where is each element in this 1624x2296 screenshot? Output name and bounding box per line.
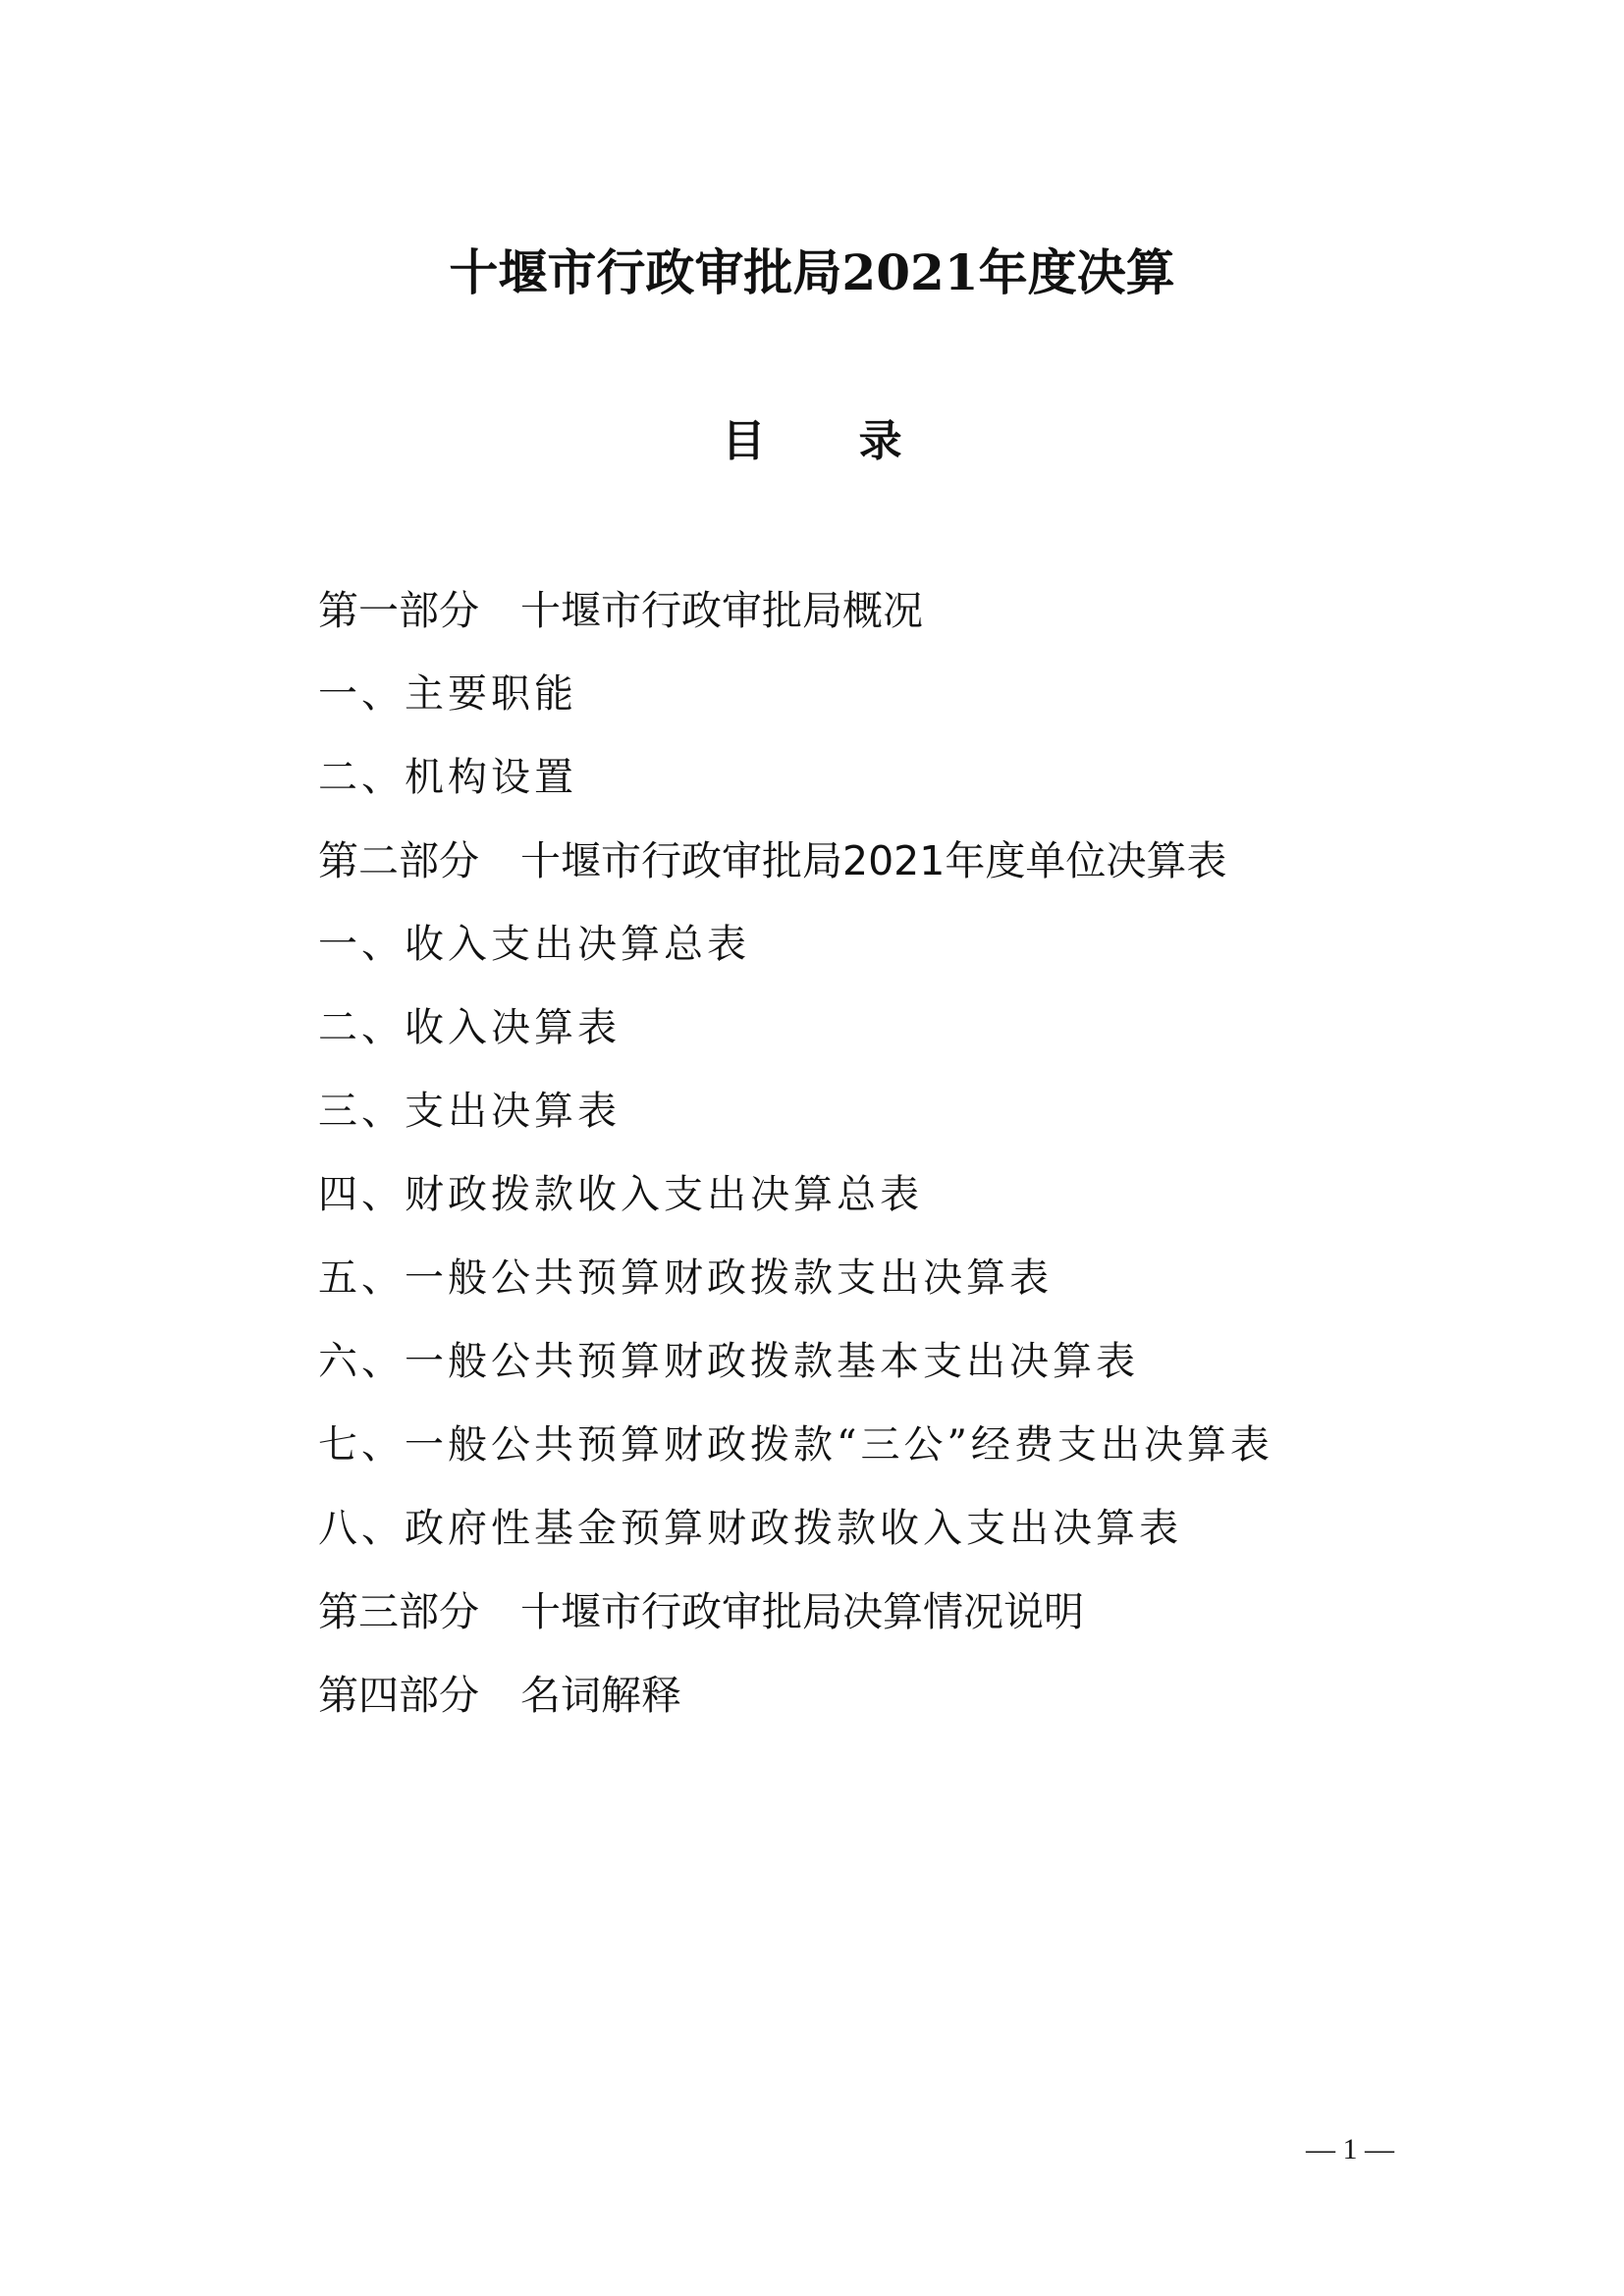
- toc-item-fiscal-summary: 四、财政拨款收入支出决算总表: [318, 1172, 923, 1217]
- table-of-contents: [318, 569, 1398, 1737]
- toc-item-government-fund: 八、政府性基金预算财政拨款收入支出决算表: [318, 1506, 1182, 1551]
- toc-item-main-functions: 一、主要职能: [318, 671, 577, 717]
- toc-heading-char-2: 录: [858, 416, 902, 466]
- toc-part-2: [318, 820, 1398, 903]
- toc-item-general-budget-expense: 五、一般公共预算财政拨款支出决算表: [318, 1255, 1053, 1301]
- toc-part-title: 名词解释: [520, 1672, 681, 1719]
- toc-part-number: 第四部分: [318, 1672, 479, 1719]
- toc-item-three-public-expenses: 七、一般公共预算财政拨款“三公”经费支出决算表: [318, 1422, 1273, 1468]
- toc-heading: [0, 402, 1624, 481]
- document-title: 十堰市行政审批局2021年度决算: [449, 243, 1175, 301]
- toc-part-number: 第二部分: [318, 837, 479, 884]
- toc-part-1: [318, 569, 1398, 653]
- toc-part-number: 第三部分: [318, 1588, 479, 1635]
- toc-heading-char-1: 目: [722, 416, 766, 466]
- toc-part-3: [318, 1571, 1398, 1654]
- toc-part-4: [318, 1654, 1398, 1737]
- toc-part-title: 十堰市行政审批局概况: [520, 587, 923, 634]
- toc-item-general-budget-basic-expense: 六、一般公共预算财政拨款基本支出决算表: [318, 1339, 1139, 1384]
- toc-part-number: 第一部分: [318, 587, 479, 634]
- toc-item-expense-table: 三、支出决算表: [318, 1089, 621, 1134]
- toc-part-title: 十堰市行政审批局决算情况说明: [520, 1588, 1084, 1635]
- page-number: — 1 —: [1306, 2133, 1394, 2165]
- toc-item-income-table: 二、收入决算表: [318, 1005, 621, 1050]
- toc-part-title: 十堰市行政审批局2021年度单位决算表: [520, 837, 1227, 884]
- toc-item-income-expense-summary: 一、收入支出决算总表: [318, 922, 750, 967]
- toc-item-organization: 二、机构设置: [318, 755, 577, 800]
